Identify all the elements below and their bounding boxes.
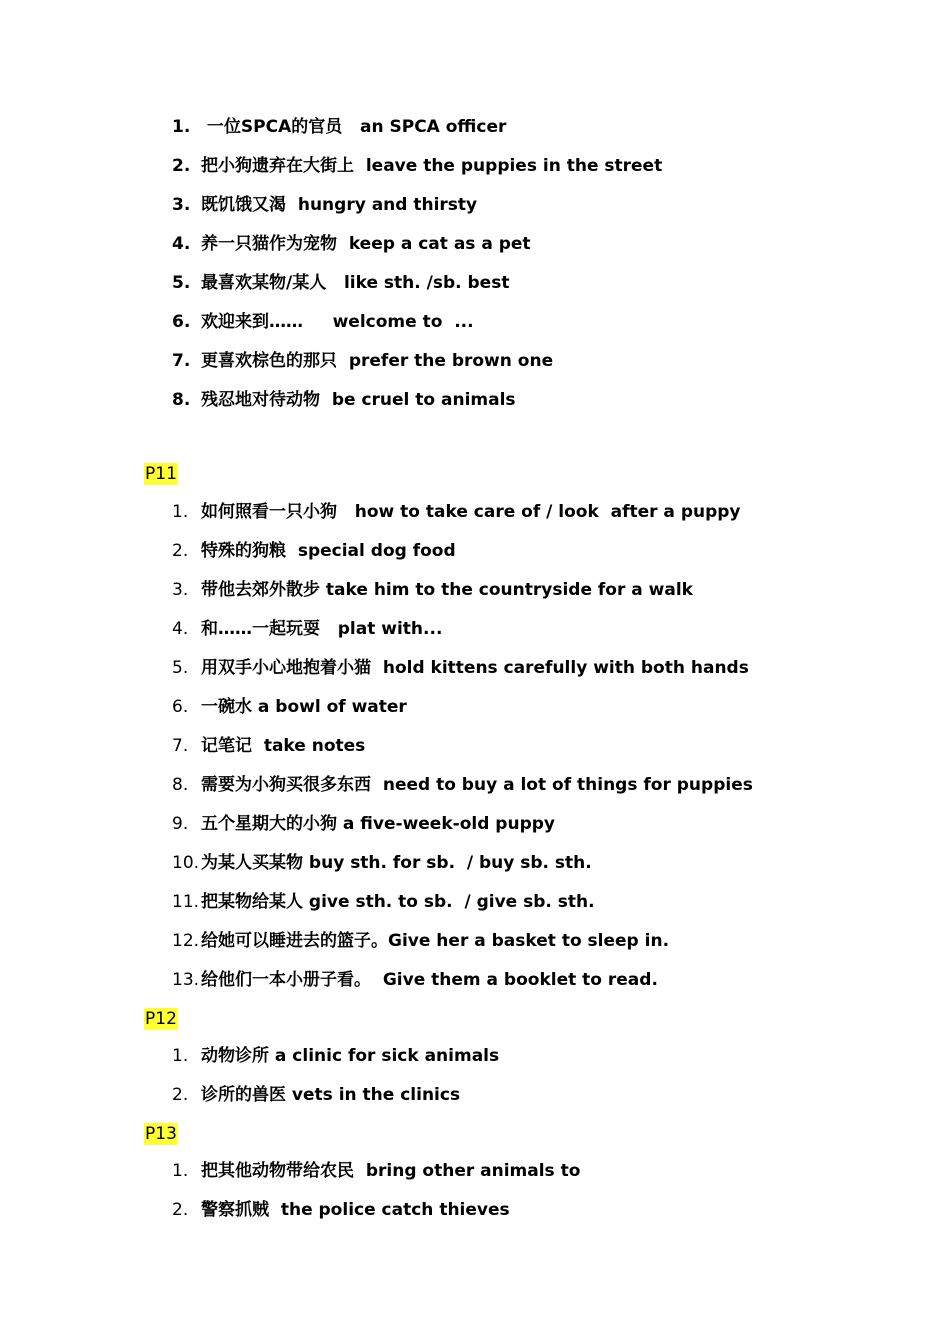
list-text: 一碗水 a bowl of water [201,697,407,717]
list-number: 2. [172,1085,189,1105]
list-number: 6. [172,312,191,332]
list-item [172,349,553,373]
list-text: 需要为小狗买很多东西 need to buy a lot of things for puppies [201,775,753,795]
section-heading-p11: P11 [145,464,177,484]
list-text: 更喜欢棕色的那只 prefer the brown one [201,351,554,371]
list-item [172,154,662,178]
list-item [172,617,442,641]
list-item [172,929,669,953]
list-item [172,695,407,719]
list-text: 记笔记 take notes [201,736,366,756]
list-number: 8. [172,390,191,410]
list-item [172,1044,499,1068]
list-number: 7. [172,351,191,371]
list-text: 既饥饿又渴 hungry and thirsty [201,195,478,215]
list-number: 2. [172,156,191,176]
list-item [172,388,516,412]
list-number: 4. [172,234,191,254]
list-item [172,1083,460,1107]
list-number: 4. [172,619,189,639]
list-item [172,968,658,992]
list-item [172,812,555,836]
list-text: 用双手小心地抱着小猫 hold kittens carefully with both hands [201,658,749,678]
list-number: 8. [172,775,189,795]
list-number: 12. [172,931,200,951]
list-item [172,539,456,563]
list-item [172,232,531,256]
list-item [172,500,741,524]
list-number: 9. [172,814,189,834]
list-text: 和……一起玩耍 plat with... [201,619,443,639]
list-number: 1. [172,1161,189,1181]
list-number: 2. [172,1200,189,1220]
list-item [172,890,595,914]
list-number: 1. [172,502,189,522]
list-text: 最喜欢某物/某人 like sth. /sb. best [201,273,510,293]
list-item [172,1159,580,1183]
list-number: 3. [172,195,191,215]
list-number: 11. [172,892,200,912]
list-text: 一位SPCA的官员 an SPCA officer [201,117,507,137]
list-text: 动物诊所 a clinic for sick animals [201,1046,500,1066]
list-text: 警察抓贼 the police catch thieves [201,1200,510,1220]
list-text: 带他去郊外散步 take him to the countryside for a walk [201,580,693,600]
list-text: 给他们一本小册子看。 Give them a booklet to read. [201,970,658,990]
list-item [172,1198,510,1222]
list-item [172,193,477,217]
list-number: 1. [172,1046,189,1066]
list-text: 欢迎来到…… welcome to ... [201,312,474,332]
list-item [172,578,693,602]
list-number: 5. [172,658,189,678]
list-number: 10. [172,853,200,873]
list-text: 把某物给某人 give sth. to sb. / give sb. sth. [201,892,595,912]
list-text: 残忍地对待动物 be cruel to animals [201,390,516,410]
list-text: 给她可以睡进去的篮子。Give her a basket to sleep in. [201,931,670,951]
list-item [172,851,592,875]
list-text: 如何照看一只小狗 how to take care of / look after a puppy [201,502,741,522]
list-number: 5. [172,273,191,293]
list-text: 特殊的狗粮 special dog food [201,541,456,561]
list-number: 1. [172,117,191,137]
section-heading-p13: P13 [145,1124,177,1144]
list-text: 把小狗遗弃在大街上 leave the puppies in the street [201,156,663,176]
list-item [172,115,506,139]
list-number: 13. [172,970,200,990]
list-item [172,656,749,680]
list-item [172,310,474,334]
list-text: 养一只猫作为宠物 keep a cat as a pet [201,234,531,254]
list-number: 2. [172,541,189,561]
list-number: 3. [172,580,189,600]
section-heading-p12: P12 [145,1009,177,1029]
list-text: 为某人买某物 buy sth. for sb. / buy sb. sth. [201,853,592,873]
list-item [172,734,365,758]
list-item [172,271,509,295]
list-number: 7. [172,736,189,756]
list-number: 6. [172,697,189,717]
list-text: 诊所的兽医 vets in the clinics [201,1085,461,1105]
list-item [172,773,753,797]
list-text: 五个星期大的小狗 a five-week-old puppy [201,814,555,834]
list-text: 把其他动物带给农民 bring other animals to [201,1161,581,1181]
